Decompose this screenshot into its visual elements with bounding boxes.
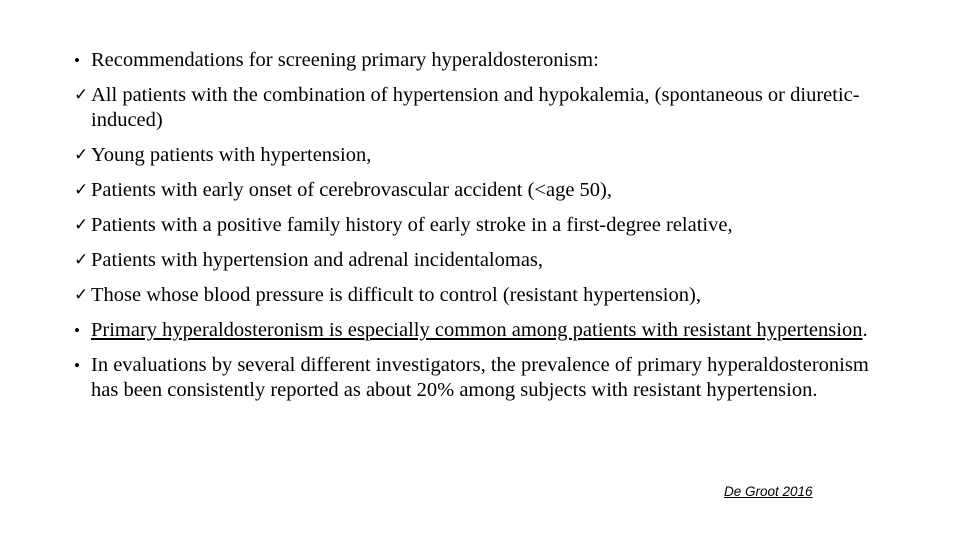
statement-period: . xyxy=(862,319,868,341)
checkmark-icon: ✓ xyxy=(74,250,89,270)
citation-link[interactable]: De Groot 2016 xyxy=(724,484,813,499)
bullet-icon: • xyxy=(74,321,80,340)
list-item-check xyxy=(74,283,894,308)
checkmark-icon: ✓ xyxy=(74,285,89,305)
list-item-check xyxy=(74,248,894,273)
list-item-text: All patients with the combination of hypertension and hypokalemia, (spontaneous or diuretic-induced) xyxy=(91,84,860,131)
list-item-text xyxy=(91,318,894,343)
bullet-list xyxy=(74,48,894,413)
checkmark-icon: ✓ xyxy=(74,180,89,200)
list-item-text: Patients with a positive family history of early stroke in a first-degree relative, xyxy=(91,214,733,236)
checkmark-icon: ✓ xyxy=(74,215,89,235)
list-item-text: Those whose blood pressure is difficult to control (resistant hypertension), xyxy=(91,284,701,306)
list-item-text: Patients with early onset of cerebrovascular accident (<age 50), xyxy=(91,179,612,201)
list-item-text: Recommendations for screening primary hyperaldosteronism: xyxy=(91,49,599,71)
bullet-icon: • xyxy=(74,51,80,70)
list-item-heading xyxy=(74,48,894,73)
list-item-check xyxy=(74,143,894,168)
checkmark-icon: ✓ xyxy=(74,85,89,105)
list-item-text: In evaluations by several different investigators, the prevalence of primary hyperaldosteronism has been consistently reported as about 20% among subjects with resistant hypertension. xyxy=(91,354,869,401)
list-item-text: Young patients with hypertension, xyxy=(91,144,372,166)
bullet-icon: • xyxy=(74,356,80,375)
list-item-check xyxy=(74,213,894,238)
list-item-bullet xyxy=(74,353,894,403)
checkmark-icon: ✓ xyxy=(74,145,89,165)
list-item-text: Patients with hypertension and adrenal incidentalomas, xyxy=(91,249,544,271)
list-item-bullet xyxy=(74,318,894,343)
list-item-check xyxy=(74,178,894,203)
underlined-statement: Primary hyperaldosteronism is especially common among patients with resistant hypertension xyxy=(91,319,863,341)
list-item-check xyxy=(74,83,894,133)
